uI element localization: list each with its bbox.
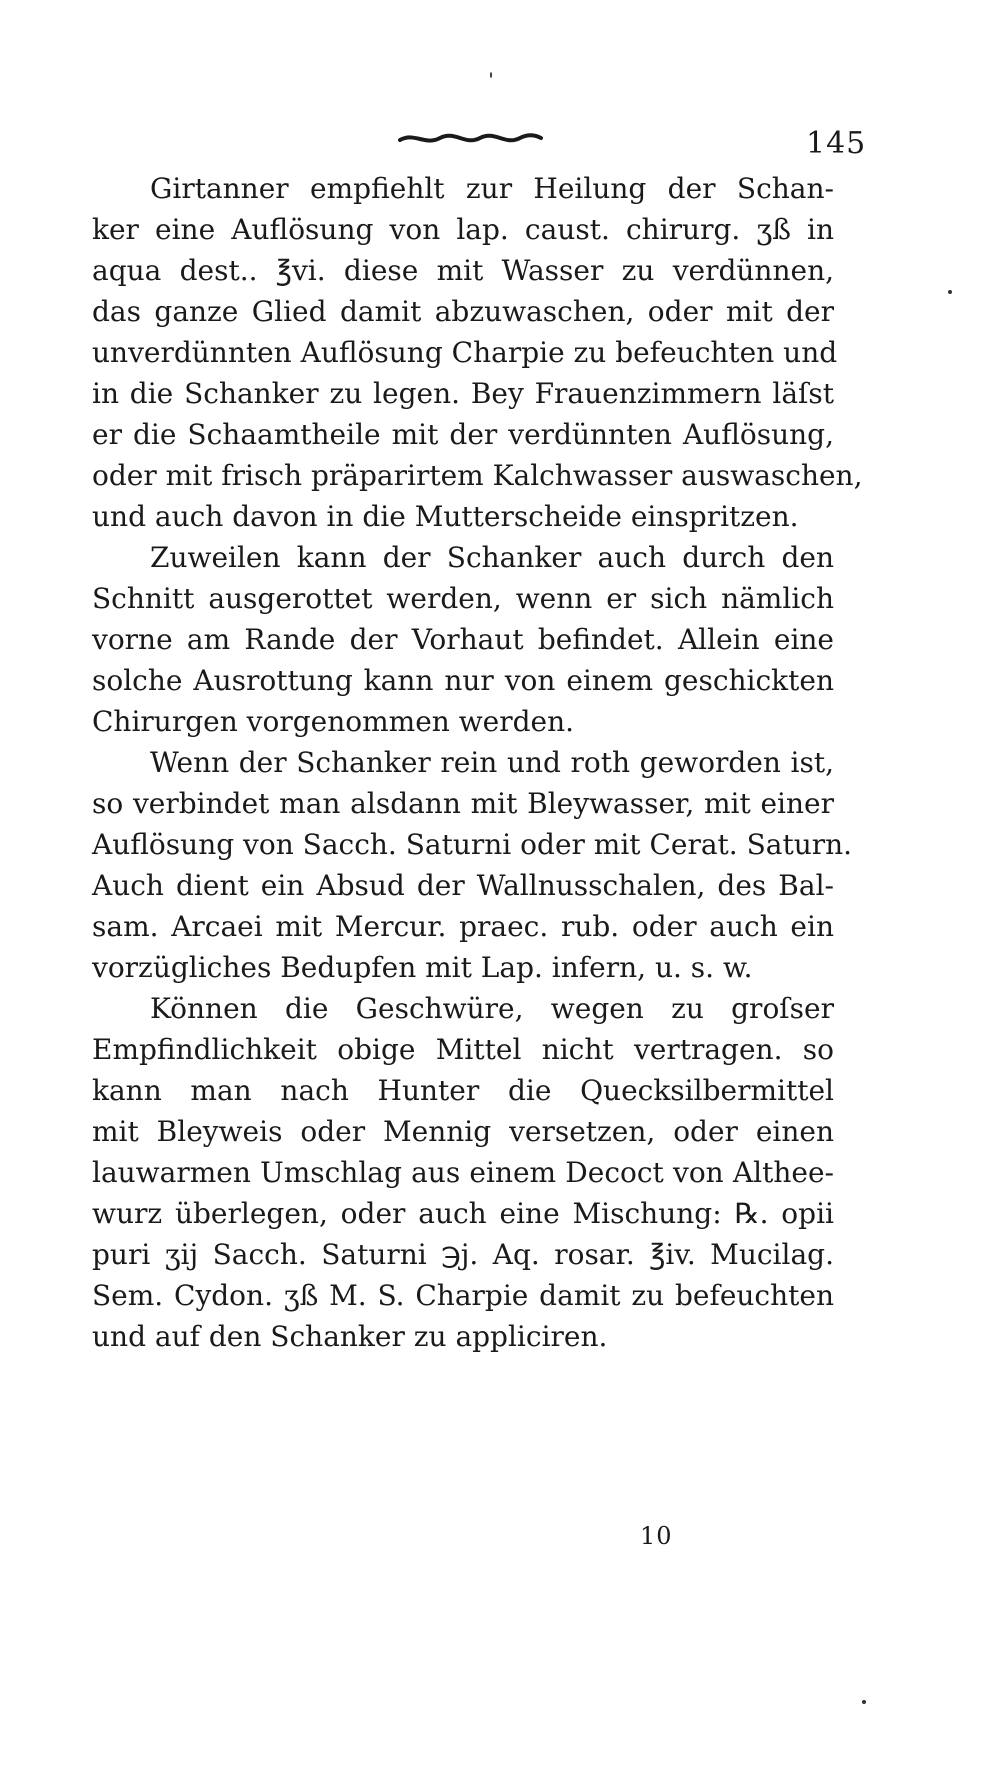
text-line: Auch dient ein Absud der Wallnusschalen, des Bal- [92, 869, 834, 902]
text-line: Chirurgen vorgenommen werden. [92, 705, 575, 738]
text-line: solche Ausrottung kann nur von einem geschickten [92, 664, 834, 697]
text-line: vorzügliches Bedupfen mit Lap. infern, u. s. w. [92, 951, 753, 984]
text-line: oder mit frisch präparirtem Kalchwasser auswaschen, [92, 459, 863, 492]
print-speck [862, 1700, 866, 1704]
text-line: und auf den Schanker zu appliciren. [92, 1320, 608, 1353]
text-line: kann man nach Hunter die Quecksilbermittel [92, 1074, 834, 1107]
text-line: er die Schaamtheile mit der verdünnten Auflösung, [92, 418, 834, 451]
signature-mark: 10 [640, 1522, 673, 1550]
text-line: ker eine Auflösung von lap. caust. chirurg. ʒß in [92, 213, 834, 246]
text-line: unverdünnten Auflösung Charpie zu befeuchten und [92, 336, 838, 369]
text-line: Girtanner empfiehlt zur Heilung der Schan- [150, 172, 834, 205]
text-line: Können die Geschwüre, wegen zu groſser [150, 992, 834, 1025]
print-speck [490, 72, 492, 78]
text-line: Schnitt ausgerottet werden, wenn er sich nämlich [92, 582, 834, 615]
text-line: in die Schanker zu legen. Bey Frauenzimmern läſst [92, 377, 834, 410]
paragraph-1 [92, 168, 863, 537]
paragraph-3 [92, 742, 853, 988]
text-line: lauwarmen Umschlag aus einem Decoct von Althee- [92, 1156, 834, 1189]
text-line: mit Bleyweis oder Mennig versetzen, oder einen [92, 1115, 834, 1148]
text-line: aqua dest.. ℥vi. diese mit Wasser zu verdünnen, [92, 254, 834, 287]
text-line: vorne am Rande der Vorhaut befindet. Allein eine [92, 623, 834, 656]
body-text [92, 168, 863, 1357]
text-line: das ganze Glied damit abzuwaschen, oder mit der [92, 295, 834, 328]
text-line: puri ʒij Sacch. Saturni ℈j. Aq. rosar. ℥iv. Mucilag. [92, 1238, 834, 1271]
text-line: Auflösung von Sacch. Saturni oder mit Cerat. Saturn. [92, 828, 853, 861]
ornament-icon [395, 126, 545, 150]
text-line: wurz überlegen, oder auch eine Mischung: ℞. opii [92, 1197, 834, 1230]
paragraph-2 [92, 537, 834, 742]
text-line: sam. Arcaei mit Mercur. praec. rub. oder auch ein [92, 910, 834, 943]
page-number: 145 [806, 126, 867, 161]
text-line: Wenn der Schanker rein und roth geworden ist, [150, 746, 834, 779]
text-line: Empfindlichkeit obige Mittel nicht vertragen. so [92, 1033, 834, 1066]
paragraph-4 [92, 988, 834, 1357]
text-line: Zuweilen kann der Schanker auch durch den [150, 541, 834, 574]
text-line: so verbindet man alsdann mit Bleywasser, mit einer [92, 787, 834, 820]
text-line: und auch davon in die Mutterscheide einspritzen. [92, 500, 799, 533]
print-speck [948, 290, 952, 294]
text-line: Sem. Cydon. ʒß M. S. Charpie damit zu befeuchten [92, 1279, 834, 1312]
